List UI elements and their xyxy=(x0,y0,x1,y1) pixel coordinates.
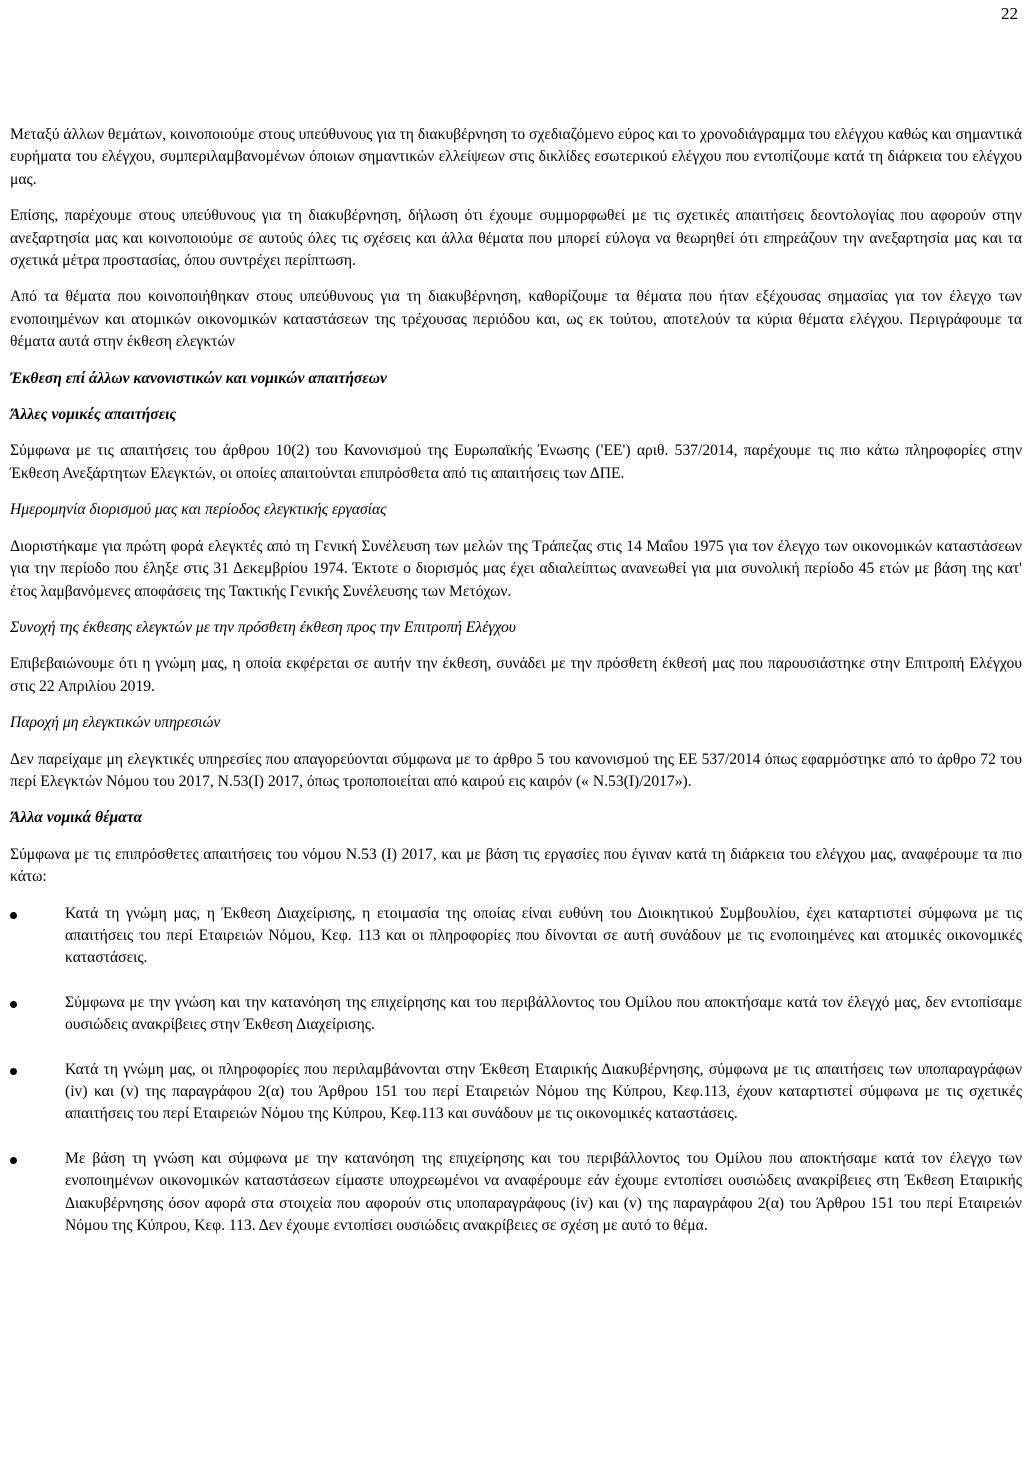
heading-non-audit-services: Παροχή μη ελεγκτικών υπηρεσιών xyxy=(10,714,221,732)
paragraph-communication: Μεταξύ άλλων θεμάτων, κοινοποιούμε στους υπεύθυνους για τη διακυβέρνηση το σχεδιαζόμενο εύρος και το χρονοδιάγραμμα του ελέγχου καθώς και σημαντικά ευρήματα του ελέγχου, συμπεριλαμβανομένων όποιων σημαντικών ελλείψεων στις δικλίδες εσωτερικού ελέγχου που εντοπίζουμε κατά τη διάρκεια του ελέγχου μας. xyxy=(10,126,1022,188)
bullet-icon xyxy=(10,1068,17,1075)
heading-report-other-requirements: Έκθεση επί άλλων κανονιστικών και νομικών απαιτήσεων xyxy=(10,369,387,387)
heading-other-legal-matters: Άλλα νομικά θέματα xyxy=(10,809,143,827)
list-item-text: Κατά τη γνώμη μας, οι πληροφορίες που περιλαμβάνονται στην Έκθεση Εταιρικής Διακυβέρνησης, σύμφωνα με τις απαιτήσεις των υποπαραγράφων (iv) και (v) της παραγράφου 2(α) του Άρθρου 151 του περί Εταιρειών Νόμου της Κύπρου, Κεφ.113, έχουν καταρτιστεί σύμφωνα με τις σχετικές απαιτήσεις του περί Εταιρειών Νόμου της Κύπρου, Κεφ.113 και συνάδουν με τις οικονομικές καταστάσεις. xyxy=(65,1060,1022,1123)
list-item-text: Σύμφωνα με την γνώση και την κατανόηση της επιχείρησης και του περιβάλλοντος του Ομίλου που αποκτήσαμε κατά τον έλεγχό μας, δεν εντοπίσαμε ουσιώδεις ανακρίβειες στην Έκθεση Διαχείρισης. xyxy=(65,993,1022,1034)
heading-appointment: Ημερομηνία διορισμού μας και περίοδος ελεγκτικής εργασίας xyxy=(10,501,387,519)
list-item-text: Κατά τη γνώμη μας, η Έκθεση Διαχείρισης, η ετοιμασία της οποίας είναι ευθύνη του Διοικητικού Συμβουλίου, έχει καταρτιστεί σύμφωνα με τις απαιτήσεις του περί Εταιρειών Νόμου, Κεφ. 113 και οι πληροφορίες που δίνονται σε αυτή συνάδουν με τις ενοποιημένες και ατομικές οικονομικές καταστάσεις. xyxy=(65,904,1022,967)
paragraph-other-legal-matters: Σύμφωνα με τις επιπρόσθετες απαιτήσεις του νόμου Ν.53 (Ι) 2017, και με βάση τις εργασίες που έγιναν κατά τη διάρκεια του ελέγχου μας, αναφέρουμε τα πιο κάτω: xyxy=(10,845,1022,886)
bullet-icon xyxy=(10,1001,17,1008)
document-body xyxy=(10,124,1022,1259)
heading-other-legal-requirements: Άλλες νομικές απαιτήσεις xyxy=(10,406,177,424)
list-item xyxy=(10,903,1022,970)
paragraph-other-legal-requirements: Σύμφωνα με τις απαιτήσεις του άρθρου 10(2) του Κανονισμού της Ευρωπαϊκής Ένωσης ('ΕΕ') αριθ. 537/2014, παρέχουμε τις πιο κάτω πληροφορίες στην Έκθεση Ανεξάρτητων Ελεγκτών, οι οποίες απαιτούνται επιπρόσθετα από τις απαιτήσεις των ΔΠΕ. xyxy=(10,442,1022,482)
list-item xyxy=(10,992,1022,1037)
paragraph-independence: Επίσης, παρέχουμε στους υπεύθυνους για τη διακυβέρνηση, δήλωση ότι έχουμε συμμορφωθεί με τις σχετικές απαιτήσεις δεοντολογίας που αφορούν στην ανεξαρτησία μας και κοινοποιούμε σε αυτούς όλες τις σχέσεις και άλλα θέματα που μπορεί εύλογα να θεωρηθεί ότι επηρεάζουν την ανεξαρτησία μας και τα σχετικά μέτρα προστασίας, όπου συντρέχει περίπτωση. xyxy=(10,207,1022,270)
paragraph-appointment: Διοριστήκαμε για πρώτη φορά ελεγκτές από τη Γενική Συνέλευση των μελών της Τράπεζας στις 14 Μαΐου 1975 για τον έλεγχο των οικονομικών καταστάσεων για την περίοδο που έληξε στις 31 Δεκεμβρίου 1974. Έκτοτε ο διορισμός μας έχει αδιαλείπτως ανανεωθεί για μια συνολική περίοδο 45 ετών με βάση της κατ' έτος λαμβανόμενες αποφάσεις της Τακτικής Γενικής Συνέλευσης των Μετόχων. xyxy=(10,537,1022,600)
page-number: 22 xyxy=(1001,4,1018,23)
bullet-icon xyxy=(10,912,17,919)
paragraph-key-audit-matters: Από τα θέματα που κοινοποιήθηκαν στους υπεύθυνους για τη διακυβέρνηση, καθορίζουμε τα θέματα που ήταν εξέχουσας σημασίας για τον έλεγχο των ενοποιημένων και ατομικών οικονομικών καταστάσεων της τρέχουσας περιόδου και, ως εκ τούτου, αποτελούν τα κύρια θέματα ελέγχου. Περιγράφουμε τα θέματα αυτά στην έκθεση ελεγκτών xyxy=(10,288,1022,351)
heading-consistency: Συνοχή της έκθεσης ελεγκτών με την πρόσθετη έκθεση προς την Επιτροπή Ελέγχου xyxy=(10,618,516,636)
list-item xyxy=(10,1059,1022,1126)
bullet-list xyxy=(10,903,1022,1238)
bullet-icon xyxy=(10,1157,17,1164)
paragraph-consistency: Επιβεβαιώνουμε ότι η γνώμη μας, η οποία εκφέρεται σε αυτήν την έκθεση, συνάδει με την πρόσθετη έκθεσή μας που παρουσιάστηκε στην Επιτροπή Ελέγχου στις 22 Απριλίου 2019. xyxy=(10,655,1022,695)
paragraph-non-audit-services: Δεν παρείχαμε μη ελεγκτικές υπηρεσίες που απαγορεύονται σύμφωνα με το άρθρο 5 του κανονισμού της ΕΕ 537/2014 όπως εφαρμόστηκε από το άρθρο 72 του περί Ελεγκτών Νόμου του 2017, Ν.53(Ι) 2017, όπως τροποποιείται από καιρού εις καιρόν (« Ν.53(Ι)/2017»). xyxy=(10,750,1022,790)
list-item-text: Με βάση τη γνώση και σύμφωνα με την κατανόηση της επιχείρησης και του περιβάλλοντος του Ομίλου που αποκτήσαμε κατά τον έλεγχο των ενοποιημένων οικονομικών καταστάσεων είμαστε υποχρεωμένοι να αναφέρουμε εάν έχουμε εντοπίσει ουσιώδεις ανακρίβειες στη Έκθεση Εταιρικής Διακυβέρνησης όσον αφορά στα στοιχεία που αφορούν στις υποπαραγράφους (iv) και (v) της παραγράφου 2(α) του Άρθρου 151 του περί Εταιρειών Νόμου της Κύπρου, Κεφ. 113. Δεν έχουμε εντοπίσει ουσιώδεις ανακρίβειες σε σχέση με αυτό το θέμα. xyxy=(65,1149,1022,1235)
list-item xyxy=(10,1148,1022,1238)
